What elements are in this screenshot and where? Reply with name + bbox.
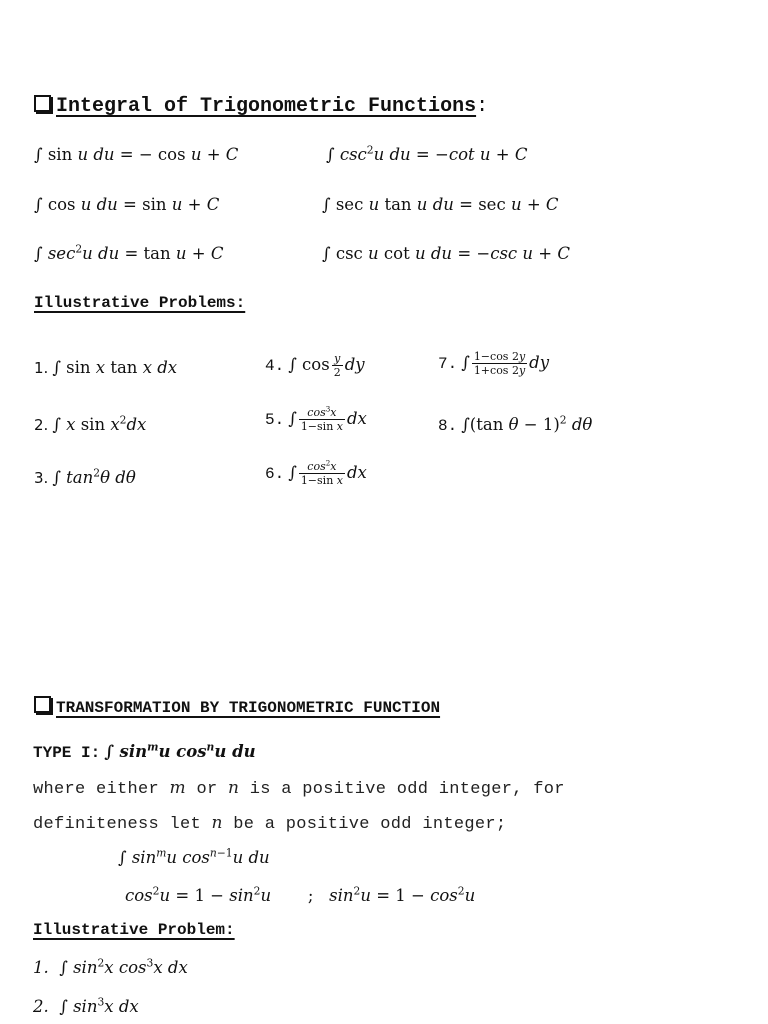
problem-expr: ∫ sin x tan x dx xyxy=(52,358,178,377)
section2-title: TRANSFORMATION BY TRIGONOMETRIC FUNCTION xyxy=(56,699,441,717)
type-label: TYPE I: xyxy=(33,744,101,762)
checkbox-bullet-icon xyxy=(34,95,51,112)
problem-number: 4. xyxy=(265,357,285,375)
checkbox-bullet-icon xyxy=(34,696,51,713)
formula-sectan: ∫ sec u tan u du = sec u + C xyxy=(322,195,559,214)
derivation-2: $\cos^2u = 1 - \sin^2u$ ; $\sin^2u = 1 - \cos^2u$ xyxy=(125,884,476,905)
problem-5 xyxy=(265,406,367,433)
formula-sin: ∫ sin u du = − cos u + C xyxy=(34,145,239,164)
type1-problem-2: 2. ∫ $\sin^3x$ dx xyxy=(33,995,139,1016)
problem-heading-2: Illustrative Problem: xyxy=(33,921,235,939)
problem-2 xyxy=(34,415,146,435)
problem-expr: ∫ x $\sin x^2dx$ xyxy=(52,413,147,434)
problem-number: 2. xyxy=(34,416,49,434)
formula-csccot: ∫ csc u cot u du = −csc u + C xyxy=(322,244,570,263)
problem-number: 2. xyxy=(33,997,49,1016)
problem-expr: ∫ $\frac{\cos^2x}{\text{1−sin x}}$ dx xyxy=(288,458,367,487)
problem-7 xyxy=(438,350,549,377)
section1-heading xyxy=(34,95,488,118)
problem-3 xyxy=(34,468,136,488)
problem-8 xyxy=(438,415,592,435)
problem-1 xyxy=(34,358,177,378)
section1-title: Integral of Trigonometric Functions xyxy=(56,95,477,118)
problem-expr: ∫ $\tan^2\theta$ dθ xyxy=(52,466,136,487)
formula-cos: ∫ cos u du = sin u + C xyxy=(34,195,220,214)
problem-number: 3. xyxy=(34,469,49,487)
description-line-2: definiteness let n be a positive odd integer; xyxy=(33,813,507,834)
problem-4 xyxy=(265,352,365,379)
type1-problem-1: 1. ∫ $\sin^2x$ $\cos^3x$ dx xyxy=(33,956,188,977)
problem-number: 6. xyxy=(265,465,285,483)
type-one-line xyxy=(33,742,256,762)
problem-number: 8. xyxy=(438,417,458,435)
problems-heading: Illustrative Problems: xyxy=(34,294,246,312)
type-expr: ∫ $\sin^mu$ $\cos^nu$ du xyxy=(104,740,256,761)
problem-expr: ∫ $\frac{\cos^3x}{\text{1−sin x}}$ dx xyxy=(288,404,367,433)
problem-expr: ∫ cos $\frac{y}{2}$ dy xyxy=(288,352,365,379)
problem-number: 1. xyxy=(33,958,49,977)
description-line-1: where either m or n is a positive odd integer, for xyxy=(33,778,565,799)
problem-6 xyxy=(265,460,367,487)
section1-colon: : xyxy=(476,95,489,118)
formula-sec2: ∫ $\sec^2u$ du = tan u + C xyxy=(34,242,224,263)
section2-heading xyxy=(34,696,440,717)
derivation-1: ∫ $\sin^mu$ $\cos^{n-1}u$ du xyxy=(118,846,270,867)
problem-number: 7. xyxy=(438,355,458,373)
problem-expr: ∫(tan θ − 1)$^2$ dθ xyxy=(461,413,593,434)
formula-csc2: ∫ $\csc^2u$ du = −cot u + C xyxy=(326,143,528,164)
problem-number: 1. xyxy=(34,359,49,377)
problem-number: 5. xyxy=(265,411,285,429)
problem-expr: ∫ $\frac{1-\cos 2y}{1+\cos 2y}$ dy xyxy=(461,350,550,377)
